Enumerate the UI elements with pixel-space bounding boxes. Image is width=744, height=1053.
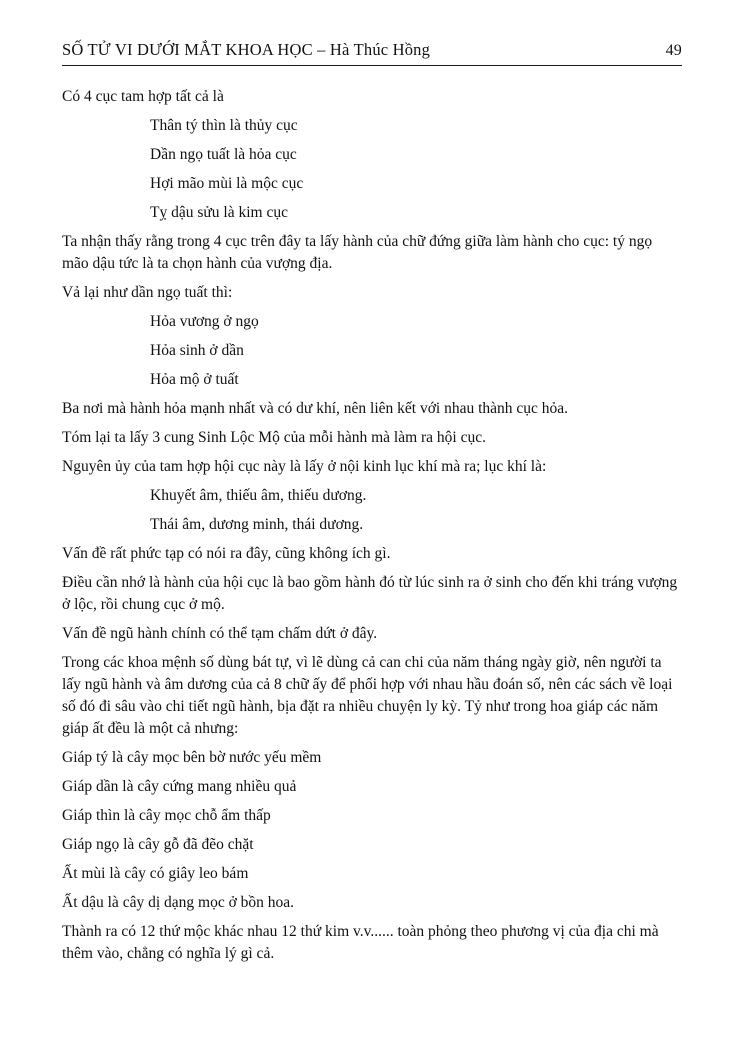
paragraph: Ất mùi là cây có giây leo bám [62,865,249,882]
page-number: 49 [665,42,682,59]
paragraph: Thái âm, dương minh, thái dương. [150,516,364,533]
paragraph: Vấn đề rất phức tạp có nói ra đây, cũng không ích gì. [62,545,391,562]
paragraph: Hợi mão mùi là mộc cục [150,175,304,192]
paragraph: Vả lại như dần ngọ tuất thì: [62,284,233,301]
paragraph: Giáp thìn là cây mọc chỗ ẩm thấp [62,807,271,824]
header-rule [62,65,682,66]
paragraph: Khuyết âm, thiếu âm, thiếu dương. [150,487,367,504]
paragraph: Ta nhận thấy rằng trong 4 cục trên đây ta lấy hành của chữ đứng giữa làm hành cho cục: tý ngọ mão dậu tức là ta chọn hành của vượng địa. [62,233,653,272]
paragraph: Có 4 cục tam hợp tất cả là [62,88,224,105]
page-header [62,40,682,60]
book-title: SỐ TỬ VI DƯỚI MẮT KHOA HỌC – Hà Thúc Hồng [62,40,431,59]
paragraph: Tóm lại ta lấy 3 cung Sinh Lộc Mộ của mỗi hành mà làm ra hội cục. [62,429,486,446]
paragraph: Tỵ dậu sửu là kim cục [150,204,288,221]
paragraph: Ất dậu là cây dị dạng mọc ở bồn hoa. [62,894,295,911]
paragraph: Giáp dần là cây cứng mang nhiều quả [62,778,297,795]
paragraph: Dần ngọ tuất là hỏa cục [150,146,297,163]
paragraph: Giáp tý là cây mọc bên bờ nước yếu mềm [62,749,322,766]
page-body [62,86,682,965]
paragraph: Thân tý thìn là thủy cục [150,117,298,134]
paragraph: Thành ra có 12 thứ mộc khác nhau 12 thứ kim v.v...... toàn phỏng theo phương vị của địa chi mà thêm vào, chẳng có nghĩa lý gì cả. [62,923,659,962]
paragraph: Trong các khoa mệnh số dùng bát tự, vì lẽ dùng cả can chi của năm tháng ngày giờ, nên người ta lấy ngũ hành và âm dương của cả 8 chữ ấy để phối hợp với nhau hầu đoán số, nên các sách về loại số đó đi sâu vào chi tiết ngũ hành, bịa đặt ra nhiều chuyện ly kỳ. Tỷ như trong hoa giáp các năm giáp ất đều là một cả nhưng: [62,654,673,737]
paragraph: Hỏa sinh ở dần [150,342,244,359]
paragraph: Hỏa mộ ở tuất [150,371,239,388]
paragraph: Nguyên ủy của tam hợp hội cục này là lấy ở nội kinh lục khí mà ra; lục khí là: [62,458,547,475]
paragraph: Ba nơi mà hành hỏa mạnh nhất và có dư khí, nên liên kết với nhau thành cục hỏa. [62,400,569,417]
paragraph: Hỏa vương ở ngọ [150,313,259,330]
paragraph: Vấn đề ngũ hành chính có thể tạm chấm dứt ở đây. [62,625,378,642]
paragraph: Điều cần nhớ là hành của hội cục là bao gồm hành đó từ lúc sinh ra ở sinh cho đến khi tráng vượng ở lộc, rồi chung cục ở mộ. [62,574,678,613]
paragraph: Giáp ngọ là cây gỗ đã đẽo chặt [62,836,254,853]
